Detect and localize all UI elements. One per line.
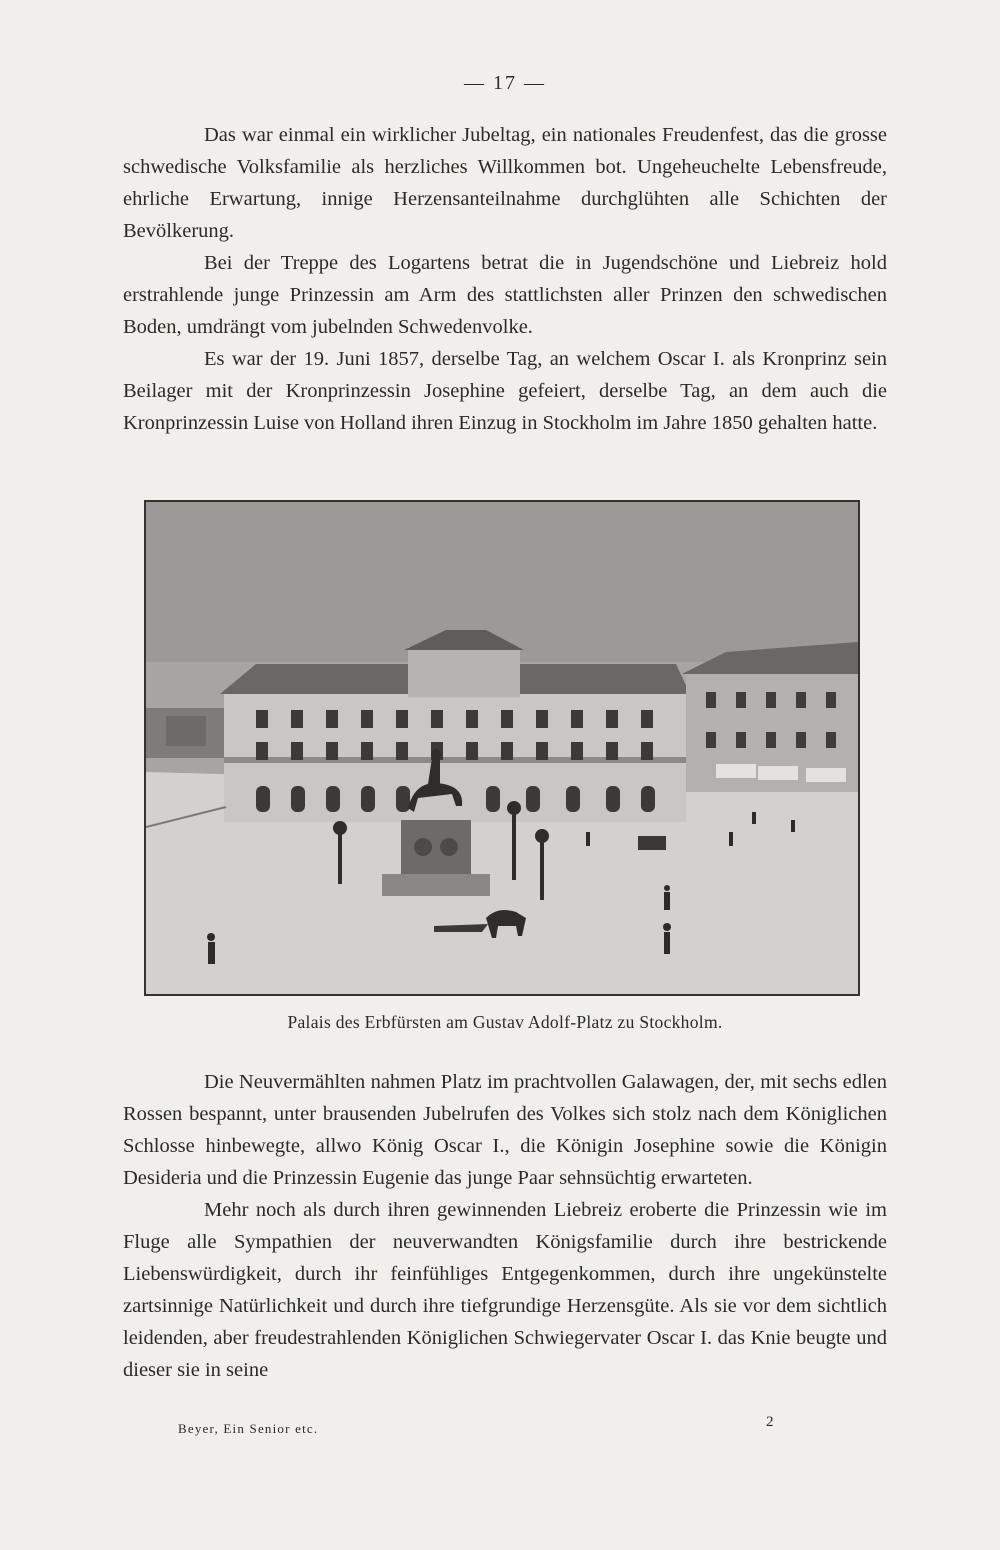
paragraph: Bei der Treppe des Logartens betrat die in Jugendschöne und Liebreiz hold erstrahlende junge Prinzessin am Arm des stattlichsten aller Prinzen den schwedischen Boden, umdrängt vom jubelnden Schwedenvolke. (123, 252, 887, 338)
page-number: — 17 — (464, 72, 546, 94)
palace-square-illustration (146, 502, 858, 994)
text-block-top (123, 119, 887, 439)
running-footer: Beyer, Ein Senior etc. (178, 1421, 319, 1436)
paragraph: Die Neuvermählten nahmen Platz im prachtvollen Galawagen, der, mit sechs edlen Rossen bespannt, unter brausenden Jubelrufen des Volkes sich stolz nach dem Königlichen Schlosse hinbewegte, allwo König Oscar I., die Königin Josephine sowie die Königin Desideria und die Prinzessin Eugenie das junge Paar sehnsüchtig erwarteten. (123, 1071, 887, 1189)
paragraph: Das war einmal ein wirklicher Jubeltag, ein nationales Freudenfest, das die grosse schwedische Volksfamilie als herzliches Willkommen bot. Ungeheuchelte Lebensfreude, ehrliche Erwartung, innige Herzensanteilnahme durchglühten alle Schichten der Bevölkerung. (123, 124, 887, 242)
figure-caption: Palais des Erbfürsten am Gustav Adolf-Platz zu Stockholm. (287, 1012, 723, 1032)
text-block-bottom (123, 1066, 887, 1386)
figure-photograph (144, 500, 860, 996)
paragraph: Es war der 19. Juni 1857, derselbe Tag, an welchem Oscar I. als Kronprinz sein Beilager mit der Kronprinzessin Josephine gefeiert, derselbe Tag, an dem auch die Kronprinzessin Luise von Holland ihren Einzug in Stockholm im Jahre 1850 gehalten hatte. (123, 348, 887, 434)
paragraph: Mehr noch als durch ihren gewinnenden Liebreiz eroberte die Prinzessin wie im Fluge alle Sympathien der neuverwandten Königsfamilie durch ihre bestrickende Liebenswürdigkeit, durch ihr feinfühliges Entgegenkommen, durch ihre ungekünstelte zartsinnige Natürlichkeit und durch ihre tiefgrundige Herzensgüte. Als sie vor dem sichtlich leidenden, aber freudestrahlenden Königlichen Schwiegervater Oscar I. das Knie beugte und dieser sie in seine (123, 1199, 887, 1381)
signature-mark: 2 (766, 1414, 774, 1430)
